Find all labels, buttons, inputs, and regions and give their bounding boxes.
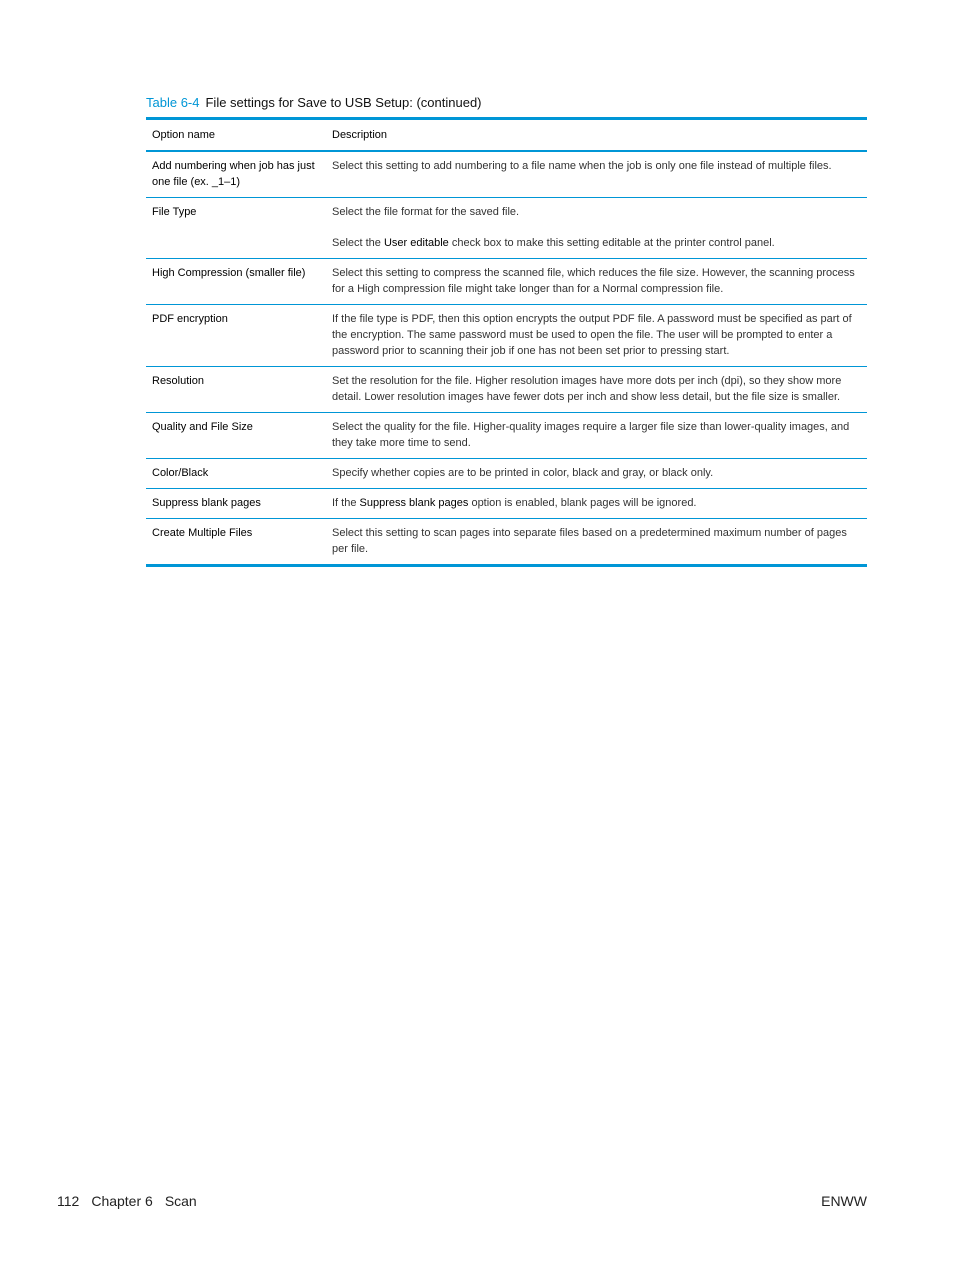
- table-row: [146, 305, 867, 367]
- table-row: [146, 198, 867, 259]
- option-description: Specify whether copies are to be printed in color, black and gray, or black only.: [332, 467, 714, 479]
- description-text: If the: [332, 497, 360, 509]
- option-description: Select the quality for the file. Higher-quality images require a larger file size than lower-quality images, and they take more time to send.: [332, 421, 850, 449]
- description-paragraph: Select the file format for the saved file.: [332, 206, 520, 218]
- option-description: [326, 198, 867, 258]
- option-name: File Type: [152, 206, 197, 218]
- table-row: [146, 413, 867, 459]
- option-name: Add numbering when job has just one file (ex. _1–1): [152, 160, 315, 188]
- table-title: File settings for Save to USB Setup: (continued): [205, 95, 482, 110]
- option-description: If the file type is PDF, then this option encrypts the output PDF file. A password must be specified as part of the encryption. The same password must be used to open the file. The user will be prompted to enter a password prior to scanning their job if one has not been set prior to pressing start.: [332, 313, 852, 357]
- header-option-name: Option name: [152, 129, 215, 141]
- table-row: [146, 367, 867, 413]
- description-text: option is enabled, blank pages will be ignored.: [468, 497, 697, 509]
- page-footer-left: [57, 1193, 209, 1209]
- option-description: Select this setting to compress the scanned file, which reduces the file size. However, the scanning process for a High compression file might take longer than for a Normal compression file.: [332, 267, 855, 295]
- table-row: [146, 459, 867, 489]
- option-name: Quality and File Size: [152, 421, 253, 433]
- description-text: Select the: [332, 237, 384, 249]
- file-settings-table: [146, 117, 867, 567]
- option-name: Suppress blank pages: [152, 497, 261, 509]
- option-name: PDF encryption: [152, 313, 228, 325]
- header-description: Description: [332, 129, 388, 141]
- description-text: check box to make this setting editable at the printer control panel.: [448, 237, 775, 249]
- description-paragraph: [332, 235, 861, 251]
- chapter-label: Chapter 6: [91, 1193, 153, 1209]
- table-row: [146, 259, 867, 305]
- table-row: [146, 519, 867, 564]
- option-description: [326, 489, 867, 518]
- page-footer-right: ENWW: [821, 1193, 867, 1209]
- option-name: Create Multiple Files: [152, 527, 253, 539]
- option-name: Resolution: [152, 375, 204, 387]
- table-number: Table 6-4: [146, 95, 200, 110]
- option-description: Select this setting to add numbering to a file name when the job is only one file instead of multiple files.: [332, 160, 832, 172]
- section-label: Scan: [164, 1193, 197, 1209]
- option-name: Color/Black: [152, 467, 209, 479]
- option-description: Set the resolution for the file. Higher resolution images have more dots per inch (dpi), so they show more detail. Lower resolution images have fewer dots per inch and show less detail, but the file size is smaller.: [332, 375, 842, 403]
- ui-term-user-editable: User editable: [383, 237, 449, 249]
- option-description: Select this setting to scan pages into separate files based on a predetermined maximum number of pages per file.: [332, 527, 847, 555]
- table-header-row: [146, 120, 867, 152]
- table-caption: [146, 95, 482, 110]
- option-name: High Compression (smaller file): [152, 267, 306, 279]
- ui-term-suppress-blank-pages: Suppress blank pages: [359, 497, 469, 509]
- page-number: 112: [57, 1193, 80, 1209]
- table-row: [146, 152, 867, 198]
- table-row: [146, 489, 867, 519]
